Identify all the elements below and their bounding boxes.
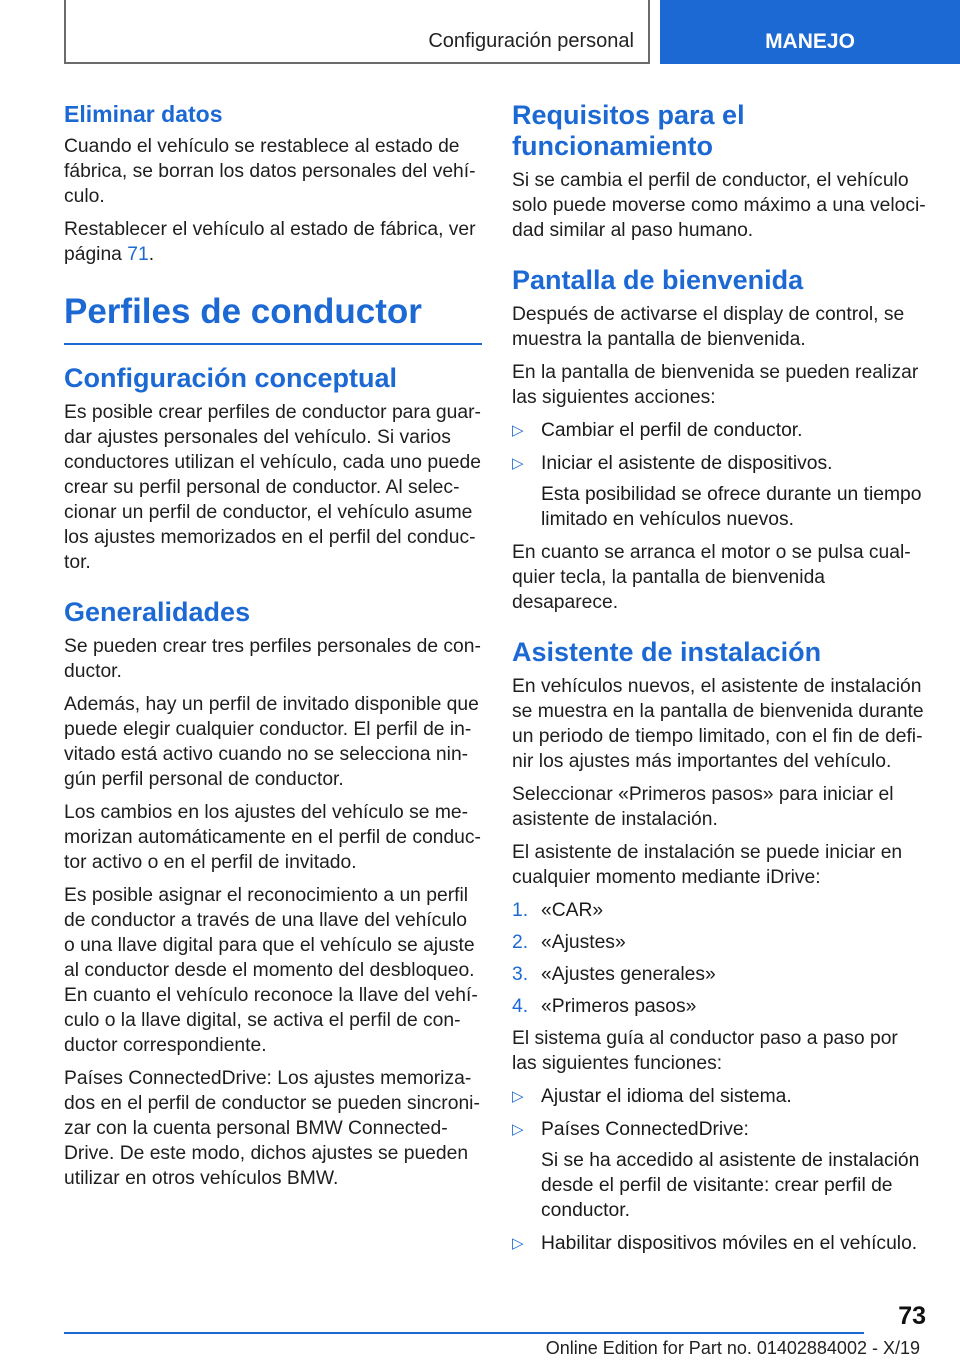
triangle-bullet-icon: ▷: [512, 1121, 524, 1138]
triangle-bullet-icon: ▷: [512, 455, 524, 472]
paragraph-text: Restablecer el vehículo al estado de fábrica, ver página: [64, 219, 476, 265]
list-item-text: Iniciar el asistente de dispositivos.: [541, 453, 833, 474]
paragraph: Países ConnectedDrive: Los ajustes memorizados en el perfil de conductor se pueden sincronizar con la cuenta personal BMW ConnectedDrive. De este modo, dichos ajustes se pueden utilizar en otros vehículos BMW.: [64, 1068, 480, 1189]
step-text: «CAR»: [541, 900, 604, 921]
heading-configuracion-conceptual: Configuración conceptual: [64, 363, 398, 393]
step-text: «Primeros pasos»: [541, 996, 697, 1017]
step-number: 4.: [512, 996, 529, 1017]
paragraph: Cuando el vehículo se restablece al estado de fábrica, se borran los datos personales del vehículo.: [64, 136, 476, 207]
triangle-bullet-icon: ▷: [512, 1235, 524, 1252]
heading-eliminar-datos: Eliminar datos: [64, 101, 223, 127]
paragraph: Los cambios en los ajustes del vehículo se memorizan automáticamente en el perfil de conductor activo o en el perfil de invitado.: [64, 802, 481, 873]
step-text: «Ajustes generales»: [541, 964, 716, 985]
section-tab[interactable]: [660, 0, 960, 64]
triangle-bullet-icon: ▷: [512, 422, 524, 439]
paragraph: Si se cambia el perfil de conductor, el vehículo solo puede moverse como máximo a una velocidad similar al paso humano.: [512, 170, 926, 241]
heading-requisitos: Requisitos para el funcionamiento: [512, 100, 745, 161]
list-item-text: Países ConnectedDrive:: [541, 1119, 749, 1140]
paragraph: Después de activarse el display de control, se muestra la pantalla de bienvenida.: [512, 304, 905, 350]
step-number: 3.: [512, 964, 529, 985]
heading-perfiles-de-conductor: Perfiles de conductor: [64, 292, 422, 331]
paragraph: En la pantalla de bienvenida se pueden realizar las siguientes acciones:: [512, 362, 919, 408]
list-item-note: Esta posibilidad se ofrece durante un tiempo limitado en vehículos nuevos.: [541, 484, 922, 530]
list-item-text: Habilitar dispositivos móviles en el vehículo.: [541, 1233, 918, 1254]
list-item-text: Cambiar el perfil de conductor.: [541, 420, 803, 441]
right-column: [512, 100, 926, 1264]
list-item-note: Si se ha accedido al asistente de instalación desde el perfil de visitante: crear perfil de conductor.: [541, 1150, 920, 1221]
paragraph: Además, hay un perfil de invitado disponible que puede elegir cualquier conductor. El perfil de invitado está activo cuando no se selecciona ningún perfil personal de conductor.: [64, 694, 479, 790]
step-number: 2.: [512, 932, 529, 953]
paragraph: Se pueden crear tres perfiles personales de conductor.: [64, 636, 481, 682]
list-item: [512, 418, 926, 443]
step-number: 1.: [512, 900, 529, 921]
paragraph: El asistente de instalación se puede iniciar en cualquier momento mediante iDrive:: [512, 842, 903, 888]
edition-footer: Online Edition for Part no. 01402884002 - X/19: [545, 1338, 920, 1358]
left-column: [64, 100, 482, 1199]
chapter-title: Configuración personal: [428, 30, 634, 52]
numbered-step: [512, 898, 926, 923]
paragraph: Es posible asignar el reconocimiento a un perfil de conductor a través de una llave del vehículo o una llave digital para que el vehículo se ajuste al conductor desde el momento del desbloqueo. En cuanto el vehículo reconoce la llave del vehículo o la llave digital, se activa el perfil de conductor correspondiente.: [64, 885, 478, 1056]
paragraph-text: .: [148, 244, 155, 265]
heading-generalidades: Generalidades: [64, 597, 251, 627]
section-tab-label: MANEJO: [765, 30, 855, 53]
paragraph: En cuanto se arranca el motor o se pulsa cualquier tecla, la pantalla de bienvenida desaparece.: [512, 542, 911, 613]
numbered-step: [512, 994, 926, 1019]
numbered-step: [512, 930, 926, 955]
step-text: «Ajustes»: [541, 932, 626, 953]
heading-asistente-de-instalacion: Asistente de instalación: [512, 637, 822, 667]
footer-rule: [64, 1332, 864, 1334]
paragraph: Seleccionar «Primeros pasos» para iniciar el asistente de instalación.: [512, 784, 894, 830]
list-item: [512, 1117, 926, 1142]
triangle-bullet-icon: ▷: [512, 1088, 524, 1105]
paragraph: Es posible crear perfiles de conductor para guardar ajustes personales del vehículo. Si varios conductores utilizan el vehículo, cada uno puede crear su perfil personal de conductor. Al seleccionar un perfil de conductor, el vehículo asume los ajustes memorizados en el perfil del conductor.: [64, 402, 481, 573]
page-link[interactable]: 71: [127, 244, 149, 265]
heading-pantalla-de-bienvenida: Pantalla de bienvenida: [512, 265, 804, 295]
list-item: [512, 451, 926, 476]
page-number: 73: [898, 1302, 926, 1330]
paragraph-with-link: [64, 217, 482, 267]
paragraph: El sistema guía al conductor paso a paso por las siguientes funciones:: [512, 1028, 898, 1074]
header-box: [64, 0, 650, 64]
list-item-text: Ajustar el idioma del sistema.: [541, 1086, 792, 1107]
paragraph: En vehículos nuevos, el asistente de instalación se muestra en la pantalla de bienvenida durante un periodo de tiempo limitado, con el fin de definir los ajustes más importantes del vehículo.: [512, 676, 924, 772]
list-item: [512, 1231, 926, 1256]
numbered-step: [512, 962, 926, 987]
list-item: [512, 1084, 926, 1109]
heading-rule: [64, 343, 482, 345]
